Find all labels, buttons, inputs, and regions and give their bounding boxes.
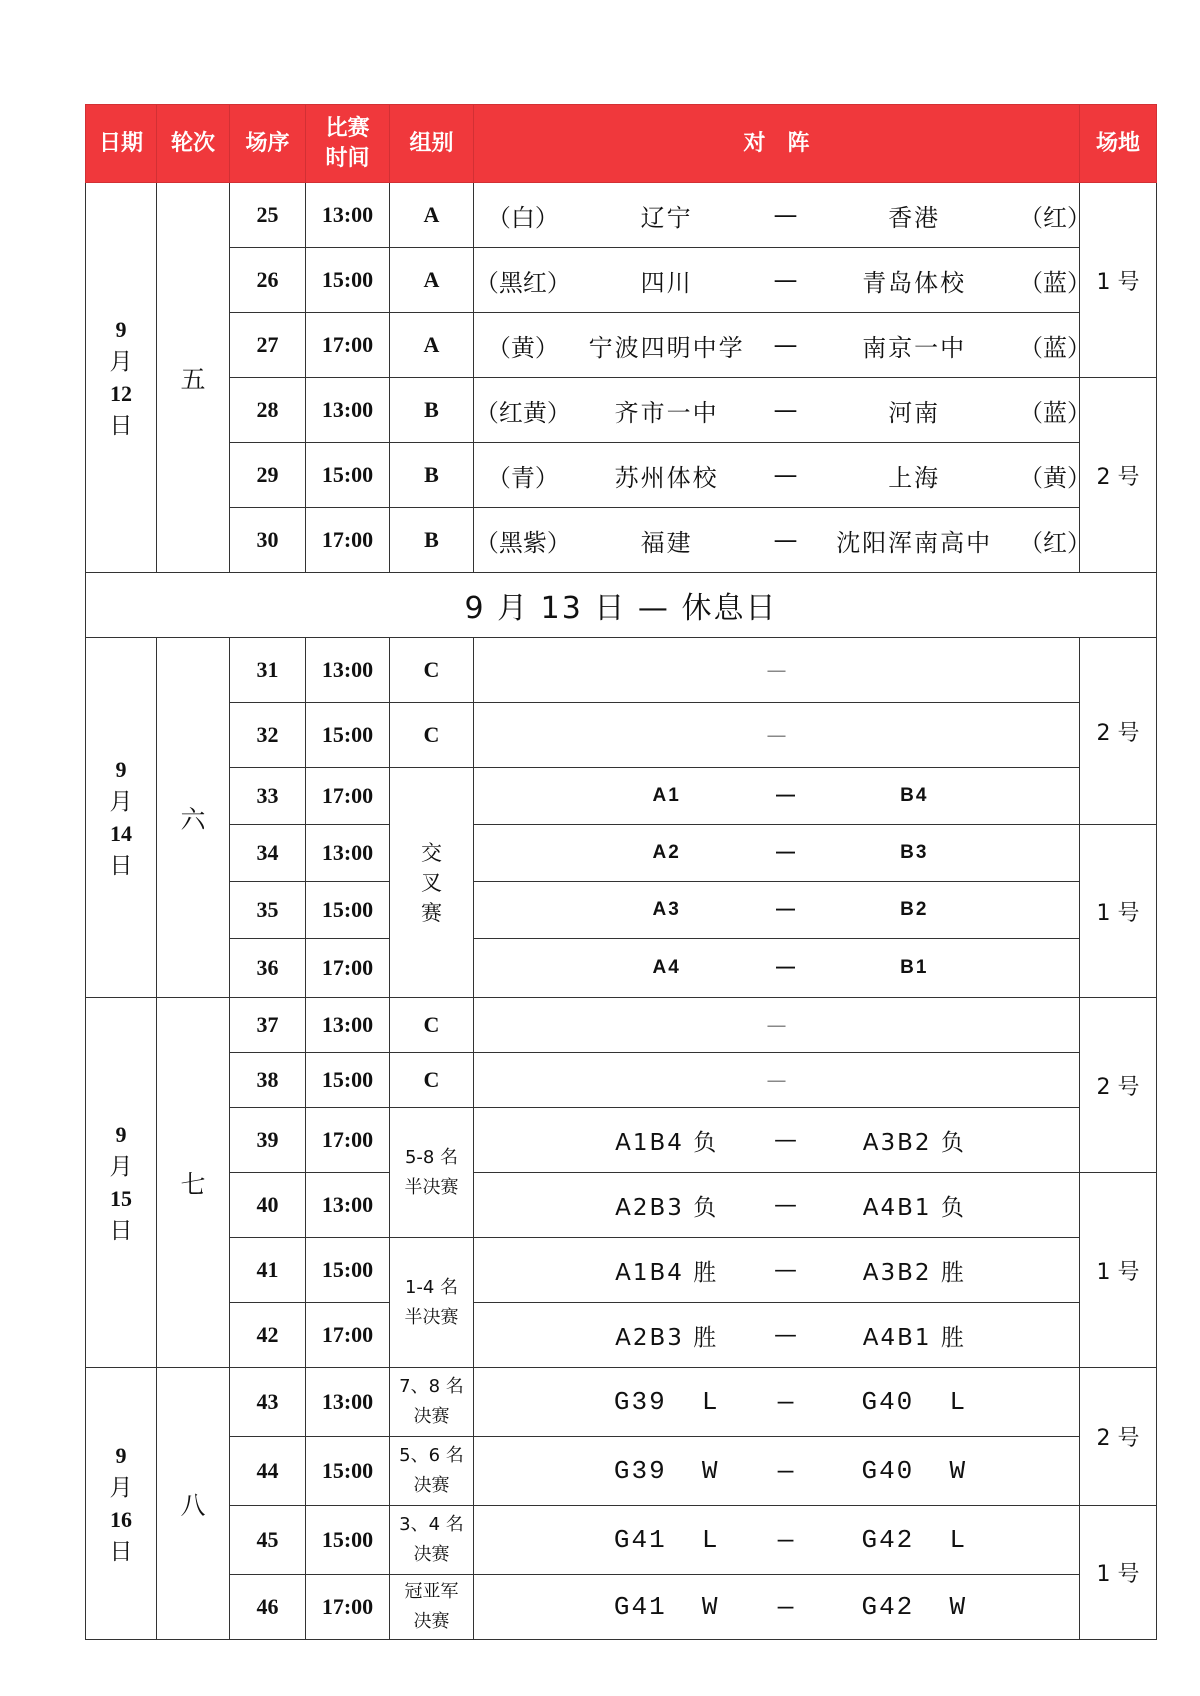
match-time: 15:00 [306,1506,390,1575]
team1: G39 W [613,1456,720,1486]
match-time: 17:00 [306,1575,390,1640]
date-part: 9 [115,1121,127,1147]
match-no: 37 [230,998,306,1053]
table-row [86,1053,1157,1108]
team1: 辽宁 [640,203,693,232]
group-line: 决赛 [413,1406,450,1427]
match-time: 13:00 [306,378,390,443]
vs-dash: — [773,1257,797,1283]
final-group [390,1437,474,1506]
semi-1-4-group [390,1238,474,1368]
team2: G40 L [861,1387,968,1417]
team1: A1 [652,785,681,806]
matchup-cell [474,939,1080,998]
match-no: 27 [230,313,306,378]
matchup-cell [474,1108,1080,1173]
match-time: 15:00 [306,703,390,768]
vs-dash: — [777,1456,794,1486]
match-time: 17:00 [306,768,390,825]
group-line: 1-4 名 [404,1276,459,1298]
group-line: 决赛 [413,1544,450,1565]
group-line: 半决赛 [404,1306,459,1328]
team1-color: （黑红） [474,268,571,297]
date-cell-sep15 [86,998,157,1368]
group-line: 5-8 名 [404,1146,459,1168]
table-row [86,939,1157,998]
match-no: 36 [230,939,306,998]
cross-match-group [390,768,474,998]
table-row [86,638,1157,703]
vs-dash: — [777,1387,794,1417]
date-part: 月 [109,788,133,815]
venue-cell: 1 号 [1080,1173,1157,1368]
team1: A2B3 胜 [615,1324,719,1351]
vs-dash: — [773,461,798,489]
vs-dash: — [777,1525,794,1555]
group-line: 5、6 名 [399,1445,464,1466]
table-row [86,882,1157,939]
table-row [86,1238,1157,1303]
match-time: 17:00 [306,313,390,378]
team1: 四川 [640,268,693,297]
team1: A4 [652,957,681,978]
matchup-cell [474,1437,1080,1506]
match-group: A [390,313,474,378]
match-no: 32 [230,703,306,768]
date-part: 日 [109,1217,133,1244]
venue-cell: 2 号 [1080,998,1157,1173]
team1: 宁波四明中学 [588,333,745,362]
match-no: 33 [230,768,306,825]
rest-day-label: 9 月 13 日 — 休息日 [86,573,1157,638]
match-time: 13:00 [306,1173,390,1238]
group-line: 决赛 [413,1475,450,1496]
table-row [86,1506,1157,1575]
table-row [86,248,1157,313]
matchup-cell [474,183,1091,248]
match-group: C [390,998,474,1053]
group-char: 赛 [421,900,442,925]
header-match-no: 场序 [230,105,306,183]
header-row [86,105,1157,183]
venue-cell: 2 号 [1080,1368,1157,1506]
group-line: 冠亚军 [404,1581,459,1602]
header-time-line1: 比赛 [325,115,370,141]
date-part: 16 [110,1506,132,1532]
date-part: 日 [109,1538,133,1565]
venue-cell: 2 号 [1080,638,1157,825]
table-row [86,1575,1157,1640]
match-no: 40 [230,1173,306,1238]
table-row [86,1368,1157,1437]
date-part: 日 [109,852,133,879]
date-part: 月 [109,348,133,375]
header-round: 轮次 [157,105,230,183]
team1: 福建 [640,528,693,557]
match-no: 43 [230,1368,306,1437]
match-time: 13:00 [306,825,390,882]
team2-color: （蓝） [1019,398,1091,427]
team2: A3B2 负 [862,1129,966,1156]
match-no: 41 [230,1238,306,1303]
match-no: 25 [230,183,306,248]
team1: A2 [652,842,681,863]
team2: A4B1 负 [862,1194,966,1221]
team2-color: （红） [1019,528,1091,557]
matchup-cell [474,1506,1080,1575]
match-time: 13:00 [306,638,390,703]
matchup-cell [474,248,1091,313]
venue-cell: 1 号 [1080,825,1157,998]
team1: A3 [652,899,681,920]
match-time: 15:00 [306,1238,390,1303]
table-row [86,183,1157,248]
match-time: 15:00 [306,443,390,508]
match-no: 39 [230,1108,306,1173]
team2: 香港 [888,203,941,232]
team2: 上海 [888,463,941,492]
header-time [306,105,390,183]
group-char: 交 [421,840,442,865]
match-no: 28 [230,378,306,443]
match-time: 15:00 [306,882,390,939]
schedule-table [85,104,1157,1640]
final-group [390,1368,474,1437]
group-char: 叉 [421,870,442,895]
vs-dash: — [773,1322,797,1348]
match-group: B [390,508,474,573]
match-group: C [390,638,474,703]
date-part: 月 [109,1474,133,1501]
match-time: 13:00 [306,1368,390,1437]
team2: B1 [900,957,929,978]
team2-color: （蓝） [1019,333,1091,362]
final-group [390,1506,474,1575]
match-time: 17:00 [306,1108,390,1173]
rest-day-row [86,573,1157,638]
team1: G39 L [613,1387,720,1417]
table-row [86,443,1157,508]
team2: 青岛体校 [862,268,967,297]
date-cell-sep12 [86,183,157,573]
header-time-line2: 时间 [325,145,370,171]
team2-color: （红） [1019,203,1091,232]
team1: G41 W [613,1592,720,1622]
date-part: 15 [110,1185,132,1211]
team1-color: （红黄） [474,398,571,427]
match-no: 31 [230,638,306,703]
team2: 沈阳浑南高中 [836,528,993,557]
vs-dash: — [775,842,795,863]
team2: 南京一中 [862,333,967,362]
team2-color: （蓝） [1019,268,1091,297]
table-row [86,768,1157,825]
matchup-cell [474,313,1091,378]
vs-dash: — [773,1127,797,1153]
match-no: 29 [230,443,306,508]
group-line: 7、8 名 [399,1376,464,1397]
group-line: 3、4 名 [399,1514,464,1535]
vs-dash: — [773,526,798,554]
team2: B2 [900,899,929,920]
matchup-cell [474,768,1080,825]
table-row [86,1437,1157,1506]
match-no: 34 [230,825,306,882]
match-no: 35 [230,882,306,939]
vs-dash: — [775,899,795,920]
vs-dash: — [773,396,798,424]
date-part: 日 [109,412,133,439]
team1: A1B4 负 [615,1129,719,1156]
table-row [86,508,1157,573]
match-time: 15:00 [306,1053,390,1108]
match-group: A [390,248,474,313]
date-part: 9 [115,1442,127,1468]
team1-color: （黑紫） [474,528,571,557]
header-matchup: 对 阵 [474,105,1080,183]
header-venue: 场地 [1080,105,1157,183]
matchup-cell [474,1173,1080,1238]
matchup-cell [474,882,1080,939]
table-row [86,1108,1157,1173]
header-group: 组别 [390,105,474,183]
team2: G40 W [861,1456,968,1486]
match-no: 26 [230,248,306,313]
matchup-cell [474,1238,1080,1303]
vs-dash: — [775,957,795,978]
matchup-tbd: — [474,998,1080,1053]
matchup-cell [474,443,1091,508]
match-no: 38 [230,1053,306,1108]
matchup-tbd: — [474,638,1080,703]
date-part: 9 [115,316,127,342]
date-cell-sep16 [86,1368,157,1640]
match-time: 13:00 [306,998,390,1053]
match-group: C [390,1053,474,1108]
match-time: 15:00 [306,248,390,313]
team1: 苏州体校 [614,463,719,492]
team2: G42 L [861,1525,968,1555]
matchup-cell [474,825,1080,882]
team2: A3B2 胜 [862,1259,966,1286]
vs-dash: — [773,331,798,359]
table-row [86,378,1157,443]
date-part: 14 [110,820,132,846]
round-cell: 八 [157,1368,230,1640]
team2: G42 W [861,1592,968,1622]
match-group: B [390,443,474,508]
round-cell: 七 [157,998,230,1368]
matchup-tbd: — [474,1053,1080,1108]
group-line: 决赛 [413,1611,450,1632]
match-no: 45 [230,1506,306,1575]
table-row [86,1303,1157,1368]
matchup-cell [474,1575,1080,1640]
matchup-tbd: — [474,703,1080,768]
team2: A4B1 胜 [862,1324,966,1351]
vs-dash: — [777,1592,794,1622]
match-no: 42 [230,1303,306,1368]
table-row [86,825,1157,882]
team1-color: （青） [486,463,559,492]
match-group: A [390,183,474,248]
match-time: 17:00 [306,508,390,573]
team1: A1B4 胜 [615,1259,719,1286]
vs-dash: — [775,785,795,806]
matchup-cell [474,1303,1080,1368]
team2: B4 [900,785,929,806]
match-group: B [390,378,474,443]
match-time: 13:00 [306,183,390,248]
table-row [86,1173,1157,1238]
team2: 河南 [888,398,941,427]
venue-cell: 1 号 [1080,183,1157,378]
vs-dash: — [773,1192,797,1218]
round-cell: 六 [157,638,230,998]
team2-color: （黄） [1019,463,1091,492]
team1: G41 L [613,1525,720,1555]
header-date: 日期 [86,105,157,183]
match-group: C [390,703,474,768]
final-group [390,1575,474,1640]
matchup-cell [474,508,1091,573]
team1: 齐市一中 [614,398,719,427]
semi-5-8-group [390,1108,474,1238]
venue-cell: 2 号 [1080,378,1157,573]
matchup-cell [474,378,1091,443]
team1: A2B3 负 [615,1194,719,1221]
match-no: 46 [230,1575,306,1640]
match-no: 30 [230,508,306,573]
date-part: 月 [109,1153,133,1180]
venue-cell: 1 号 [1080,1506,1157,1640]
vs-dash: — [773,201,798,229]
table-row [86,703,1157,768]
date-part: 12 [110,380,132,406]
team1-color: （黄） [486,333,559,362]
match-time: 15:00 [306,1437,390,1506]
matchup-cell [474,1368,1080,1437]
match-no: 44 [230,1437,306,1506]
date-cell-sep14 [86,638,157,998]
round-cell: 五 [157,183,230,573]
match-time: 17:00 [306,1303,390,1368]
table-row [86,998,1157,1053]
team2: B3 [900,842,929,863]
table-row [86,313,1157,378]
match-time: 17:00 [306,939,390,998]
team1-color: （白） [486,203,559,232]
vs-dash: — [773,266,798,294]
group-line: 半决赛 [404,1176,459,1198]
date-part: 9 [115,756,127,782]
